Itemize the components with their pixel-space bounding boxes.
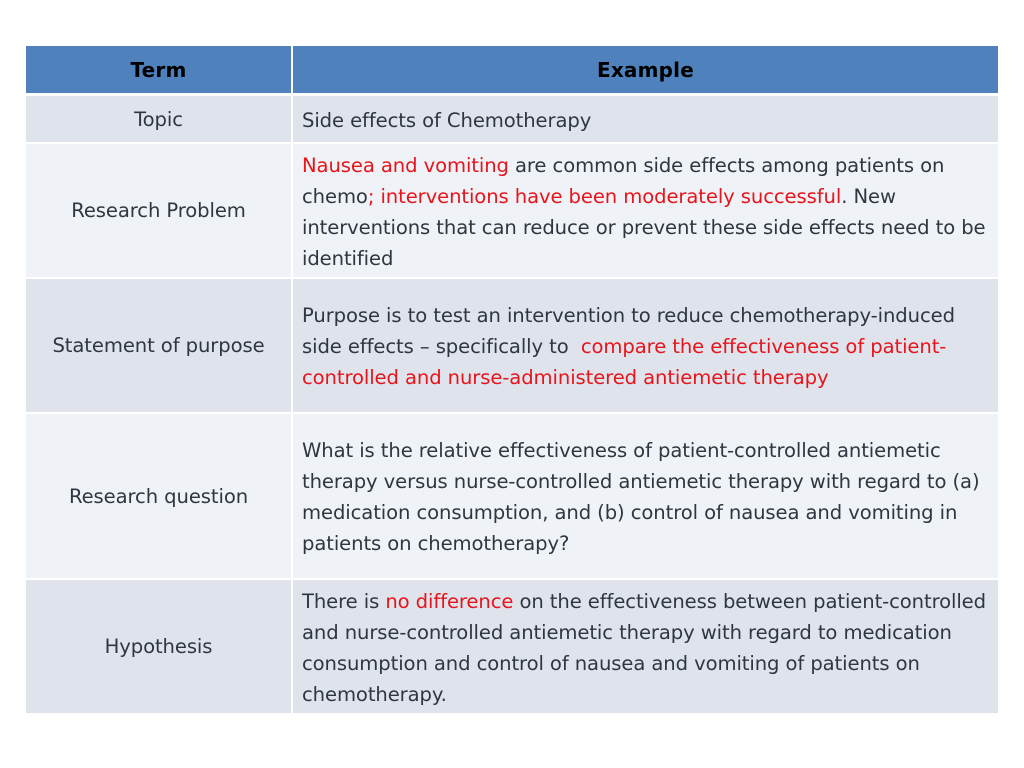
example-segment: There is xyxy=(302,589,386,613)
example-cell xyxy=(292,143,998,278)
example-cell xyxy=(292,579,998,714)
table-row-research-question xyxy=(26,413,998,579)
example-segment: Side effects of Chemotherapy xyxy=(302,108,592,132)
example-segment: What is the relative effectiveness of patient-controlled antiemetic therapy versus nurse-controlled antiemetic therapy with regard to (a) medication consumption, and (b) control of nausea and vomiting in patients on chemotherapy? xyxy=(302,439,980,555)
highlighted-segment: compare the effectiveness of patient-controlled and nurse-administered antiemetic therapy xyxy=(302,335,947,389)
highlighted-segment: no difference xyxy=(385,589,514,613)
table-row-topic xyxy=(26,95,998,144)
table-row-research-problem xyxy=(26,143,998,278)
terms-table xyxy=(26,46,998,715)
term-cell: Research question xyxy=(26,413,292,579)
term-cell: Statement of purpose xyxy=(26,278,292,413)
example-segment: on the effectiveness between patient-controlled and nurse-controlled antiemetic therapy with regard to medication consumption and control of nausea and vomiting of patients on chemotherapy. xyxy=(302,589,986,706)
example-cell xyxy=(292,278,998,413)
term-cell: Hypothesis xyxy=(26,579,292,714)
table-header-row xyxy=(26,46,998,95)
example-cell xyxy=(292,413,998,579)
term-cell: Topic xyxy=(26,95,292,144)
table-row-hypothesis xyxy=(26,579,998,714)
header-example: Example xyxy=(292,46,998,95)
table-row-statement-of-purpose xyxy=(26,278,998,413)
example-segment: . New interventions that can reduce or prevent these side effects need to be identified xyxy=(302,184,986,270)
example-segment: Purpose is to test an intervention to reduce chemotherapy-induced side effects – specifically to xyxy=(302,304,962,358)
term-cell: Research Problem xyxy=(26,143,292,278)
highlighted-segment: Nausea and vomiting xyxy=(302,153,509,177)
highlighted-segment: ; interventions have been moderately successful xyxy=(367,184,842,208)
example-cell xyxy=(292,95,998,144)
header-term: Term xyxy=(26,46,292,95)
example-segment: are common side effects among patients on chemo xyxy=(302,153,945,208)
